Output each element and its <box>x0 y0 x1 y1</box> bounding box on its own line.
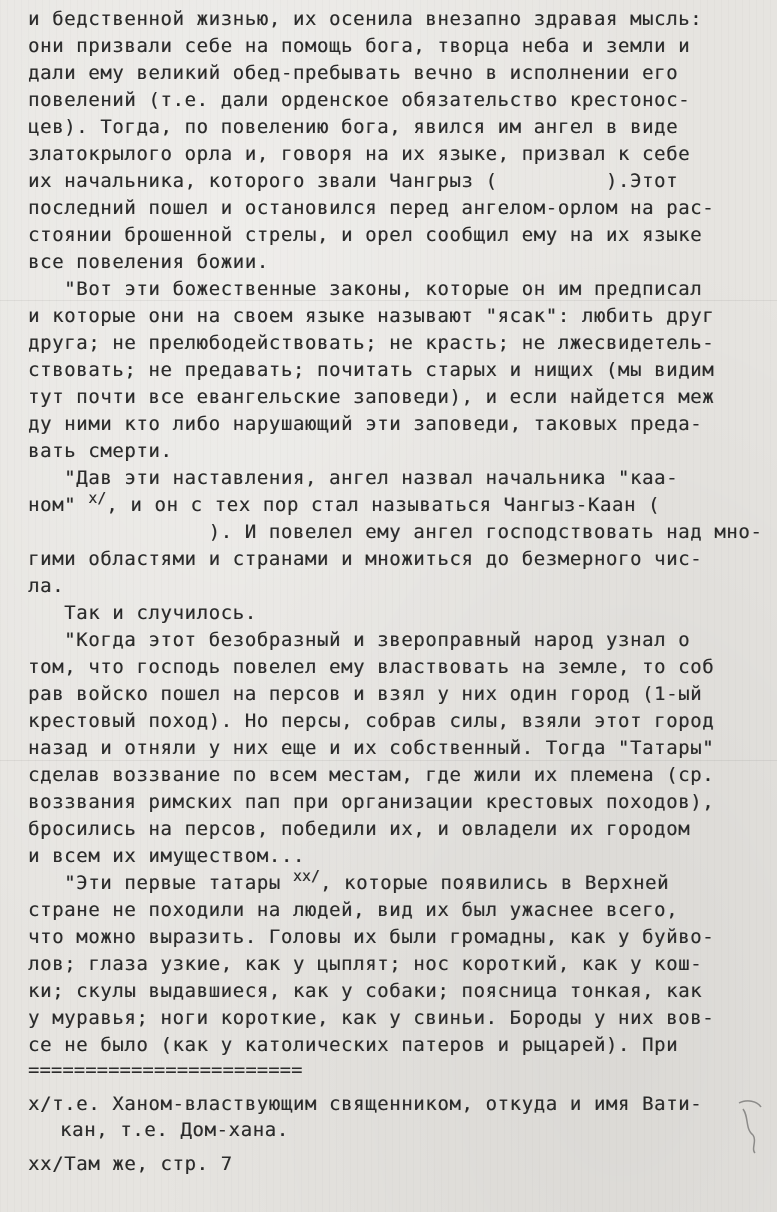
text-line: ). И повелел ему ангел господствовать над мно- <box>28 521 763 543</box>
text-line: вать смерти. <box>28 440 173 462</box>
text-line: воззвания римских пап при организации крестовых походов), <box>28 791 715 813</box>
footnote-ref-1: х/ <box>88 492 107 507</box>
footnotes <box>28 1091 768 1177</box>
text-line: том, что господь повелел ему властвовать на земле, то соб <box>28 656 715 678</box>
text-line: друга; не прелюбодействовать; не красть; не лжесвидетель- <box>28 332 715 354</box>
text-line: они призвали себе на помощь бога, творца неба и земли и <box>28 35 691 57</box>
text-line: лов; глаза узкие, как у цыплят; нос короткий, как у кош- <box>28 953 703 975</box>
text-line: и всем их имуществом... <box>28 845 305 867</box>
text-line: все повеления божии. <box>28 251 269 273</box>
text-line: "Дав эти наставления, ангел назвал начальника "каа- <box>28 467 679 489</box>
text-line: Так и случилось. <box>28 602 257 624</box>
text-line: "Вот эти божественные законы, которые он им предписал <box>28 278 703 300</box>
text-line: стране не походили на людей, вид их был ужаснее всего, <box>28 899 679 921</box>
text-line-with-footnote-ref <box>28 870 768 897</box>
text-line: стоянии брошенной стрелы, и орел сообщил ему на их языке <box>28 224 703 246</box>
text-line: назад и отняли у них еще и их собственный. Тогда "Татары" <box>28 737 715 759</box>
footnote-separator: ======================== <box>28 1059 303 1081</box>
footnote-1-continuation: кан, т.е. Дом-хана. <box>60 1119 289 1141</box>
text-line: последний пошел и остановился перед ангелом-орлом на рас- <box>28 197 715 219</box>
text-line: что можно выразить. Головы их были громадны, как у буйво- <box>28 926 715 948</box>
footnote-2: хх/Там же, стр. 7 <box>28 1153 233 1175</box>
footnote-ref-2: хх/ <box>292 870 320 885</box>
text-segment: ном" <box>28 494 89 516</box>
text-line: у муравья; ноги короткие, как у свиньи. Бороды у них вов- <box>28 1007 715 1029</box>
text-line: ки; скулы выдавшиеся, как у собаки; поясница тонкая, как <box>28 980 703 1002</box>
text-line: бросились на персов, победили их, и овладели их городом <box>28 818 691 840</box>
text-line: тут почти все евангельские заповеди), и если найдется меж <box>28 386 715 408</box>
text-line: и которые они на своем языке называют "ясак": любить друг <box>28 305 715 327</box>
text-line: рав войско пошел на персов и взял у них один город (1-ый <box>28 683 703 705</box>
body-text <box>28 6 768 1177</box>
text-line: их начальника, которого звали Чангрыз ( ).Этот <box>28 170 679 192</box>
text-segment: , которые появились в Верхней <box>319 872 670 894</box>
footnote-1: х/т.е. Ханом-властвующим священником, откуда и имя Вати- <box>28 1093 703 1115</box>
text-line: ду ними кто либо нарушающий эти заповеди, таковых преда- <box>28 413 703 435</box>
text-line: ствовать; не предавать; почитать старых и нищих (мы видим <box>28 359 715 381</box>
text-segment: , и он с тех пор стал называться Чангыз-Каан ( <box>106 494 661 516</box>
text-line: цев). Тогда, по повелению бога, явился им ангел в виде <box>28 116 679 138</box>
text-line: златокрылого орла и, говоря на их языке, призвал к себе <box>28 143 691 165</box>
text-segment: "Эти первые татары <box>28 872 293 894</box>
text-line: крестовый поход). Но персы, собрав силы, взяли этот город <box>28 710 715 732</box>
pencil-mark-icon <box>735 1095 765 1155</box>
text-line: "Когда этот безобразный и звероправный народ узнал о <box>28 629 691 651</box>
text-line: дали ему великий обед-пребывать вечно в исполнении его <box>28 62 679 84</box>
text-line: гими областями и странами и множиться до безмерного чис- <box>28 548 703 570</box>
text-line: и бедственной жизнью, их осенила внезапно здравая мысль: <box>28 8 703 30</box>
text-line: повелений (т.е. дали орденское обязательство крестонос- <box>28 89 691 111</box>
text-line-with-footnote-ref <box>28 492 768 519</box>
text-line: сделав воззвание по всем местам, где жили их племена (ср. <box>28 764 715 786</box>
text-line: се не было (как у католических патеров и рыцарей). При <box>28 1034 679 1056</box>
text-line: ла. <box>28 575 65 597</box>
